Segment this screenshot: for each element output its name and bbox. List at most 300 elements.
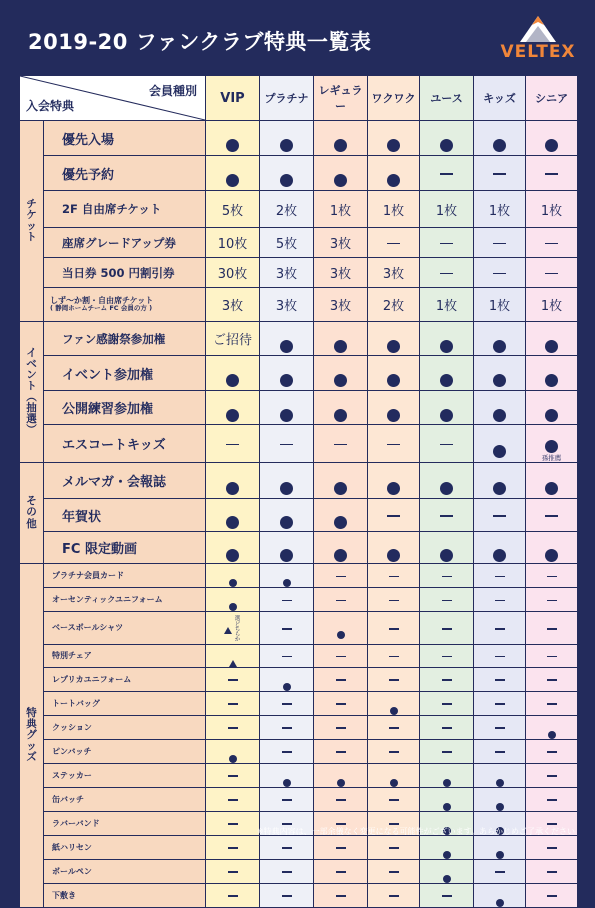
- goods-cell-regular: [314, 835, 368, 859]
- header-corner: [20, 76, 206, 121]
- goods-name: ステッカー: [44, 763, 206, 787]
- goods-cell-senior: [526, 859, 578, 883]
- included-dot: [548, 731, 556, 739]
- cell-wakuwaku: [368, 499, 420, 532]
- included-dot: [226, 409, 239, 422]
- category-char: ト: [26, 231, 37, 244]
- not-included-dash: [389, 656, 399, 658]
- included-dot: [229, 755, 237, 763]
- cell-regular: [314, 156, 368, 191]
- not-included-dash: [228, 727, 238, 729]
- category-char: ︵: [26, 391, 37, 403]
- included-dot: [440, 409, 453, 422]
- not-included-dash: [440, 515, 453, 517]
- benefit-row: [20, 425, 578, 463]
- table-body: [20, 76, 578, 908]
- goods-cell-youth: [420, 644, 474, 667]
- included-dot: [280, 374, 293, 387]
- included-dot: [226, 139, 239, 152]
- goods-cell-vip: [206, 691, 260, 715]
- benefit-row: [20, 322, 578, 356]
- cell-kids: [474, 156, 526, 191]
- goods-cell-vip: [206, 644, 260, 667]
- goods-cell-regular: [314, 739, 368, 763]
- included-dot: [334, 549, 347, 562]
- not-included-dash: [440, 173, 453, 175]
- benefit-row: [20, 463, 578, 499]
- goods-cell-senior: [526, 691, 578, 715]
- not-included-dash: [545, 173, 558, 175]
- goods-row: [20, 691, 578, 715]
- goods-cell-kids: [474, 859, 526, 883]
- cell-platinum: [260, 532, 314, 564]
- goods-name: ピンバッチ: [44, 739, 206, 763]
- goods-row: [20, 644, 578, 667]
- cell-senior: [526, 121, 578, 156]
- not-included-dash: [389, 600, 399, 602]
- cell-senior: [526, 228, 578, 258]
- not-included-dash: [547, 775, 557, 777]
- cell-kids: [474, 288, 526, 322]
- not-included-dash: [282, 871, 292, 873]
- benefit-name: [44, 463, 206, 499]
- included-dot: [334, 374, 347, 387]
- included-dot: [334, 174, 347, 187]
- goods-cell-regular: [314, 644, 368, 667]
- not-included-dash: [336, 751, 346, 753]
- included-dot: [334, 139, 347, 152]
- included-dot: [545, 409, 558, 422]
- not-included-dash: [282, 600, 292, 602]
- included-dot: [226, 482, 239, 495]
- category-char: ︶: [26, 424, 37, 437]
- goods-cell-youth: [420, 588, 474, 612]
- not-included-dash: [387, 243, 400, 245]
- value-text: 5枚: [221, 203, 244, 219]
- value-text: 1枚: [382, 203, 405, 219]
- not-included-dash: [495, 679, 505, 681]
- cell-regular: [314, 322, 368, 356]
- not-included-dash: [547, 679, 557, 681]
- goods-cell-kids: [474, 739, 526, 763]
- included-dot: [337, 631, 345, 639]
- not-included-dash: [495, 751, 505, 753]
- category-char: そ: [26, 495, 37, 508]
- benefit-label: FC 限定動画: [62, 542, 137, 557]
- mountain-icon: [498, 12, 578, 44]
- not-included-dash: [545, 273, 558, 275]
- cell-youth: [420, 191, 474, 228]
- goods-cell-senior: [526, 667, 578, 691]
- included-dot: [387, 139, 400, 152]
- goods-cell-regular: [314, 691, 368, 715]
- cell-kids: [474, 499, 526, 532]
- cell-wakuwaku: [368, 532, 420, 564]
- cell-vip: [206, 322, 260, 356]
- choice-triangle: [224, 627, 232, 634]
- goods-cell-wakuwaku: [368, 835, 420, 859]
- goods-cell-senior: [526, 612, 578, 645]
- not-included-dash: [547, 703, 557, 705]
- goods-name: 下敷き: [44, 883, 206, 907]
- value-text: 1枚: [435, 203, 458, 219]
- not-included-dash: [280, 444, 293, 446]
- cell-youth: [420, 391, 474, 425]
- included-dot: [390, 779, 398, 787]
- not-included-dash: [547, 799, 557, 801]
- goods-cell-platinum: [260, 859, 314, 883]
- included-dot: [280, 174, 293, 187]
- cell-youth: [420, 228, 474, 258]
- included-dot: [280, 482, 293, 495]
- benefit-name: [44, 258, 206, 288]
- not-included-dash: [336, 847, 346, 849]
- not-included-dash: [493, 515, 506, 517]
- not-included-dash: [442, 727, 452, 729]
- goods-cell-platinum: [260, 588, 314, 612]
- not-included-dash: [495, 871, 505, 873]
- goods-row: [20, 612, 578, 645]
- goods-cell-senior: [526, 739, 578, 763]
- cell-wakuwaku: [368, 425, 420, 463]
- goods-cell-platinum: [260, 763, 314, 787]
- goods-cell-vip: [206, 859, 260, 883]
- not-included-dash: [282, 799, 292, 801]
- value-text: 1枚: [488, 299, 511, 314]
- benefit-row: [20, 499, 578, 532]
- cell-youth: [420, 156, 474, 191]
- cell-regular: [314, 121, 368, 156]
- benefit-label: 2F 自由席チケット: [62, 202, 162, 216]
- not-included-dash: [389, 628, 399, 630]
- cell-kids: [474, 391, 526, 425]
- included-dot: [493, 482, 506, 495]
- column-header-senior: シニア: [526, 76, 578, 121]
- included-dot: [440, 374, 453, 387]
- not-included-dash: [387, 515, 400, 517]
- cell-senior: [526, 391, 578, 425]
- not-included-dash: [282, 751, 292, 753]
- goods-name: レプリカユニフォーム: [44, 667, 206, 691]
- cell-senior: [526, 532, 578, 564]
- benefit-row: [20, 258, 578, 288]
- not-included-dash: [336, 895, 346, 897]
- benefit-row: [20, 191, 578, 228]
- goods-row: [20, 564, 578, 588]
- category-ticket: [20, 121, 44, 322]
- included-dot: [496, 779, 504, 787]
- included-dot: [440, 139, 453, 152]
- goods-cell-regular: [314, 715, 368, 739]
- goods-name: トートバッグ: [44, 691, 206, 715]
- choice-wrap: [224, 617, 242, 643]
- goods-name: 特別チェア: [44, 644, 206, 667]
- included-dot: [334, 340, 347, 353]
- not-included-dash: [228, 703, 238, 705]
- category-char: 抽: [26, 402, 37, 415]
- not-included-dash: [389, 576, 399, 578]
- brand-logo: [498, 12, 578, 64]
- included-dot: [493, 340, 506, 353]
- cell-senior: [526, 288, 578, 322]
- member-type-label: 会員種別: [148, 84, 197, 98]
- goods-cell-vip: [206, 588, 260, 612]
- category-char: 特: [26, 706, 37, 719]
- not-included-dash: [442, 679, 452, 681]
- not-included-dash: [336, 656, 346, 658]
- value-text: 3枚: [329, 237, 352, 252]
- goods-cell-vip: [206, 883, 260, 907]
- cell-platinum: [260, 121, 314, 156]
- cell-senior: [526, 425, 578, 463]
- not-included-dash: [545, 243, 558, 245]
- goods-cell-regular: [314, 763, 368, 787]
- goods-cell-youth: [420, 691, 474, 715]
- cell-kids: [474, 322, 526, 356]
- benefit-row: [20, 228, 578, 258]
- cell-youth: [420, 463, 474, 499]
- not-included-dash: [442, 656, 452, 658]
- not-included-dash: [440, 273, 453, 275]
- cell-wakuwaku: [368, 156, 420, 191]
- included-dot: [443, 875, 451, 883]
- not-included-dash: [228, 871, 238, 873]
- not-included-dash: [442, 576, 452, 578]
- benefit-label: イベント参加権: [62, 367, 154, 383]
- goods-cell-youth: [420, 564, 474, 588]
- cell-regular: [314, 532, 368, 564]
- not-included-dash: [495, 576, 505, 578]
- benefit-row: [20, 288, 578, 322]
- not-included-dash: [389, 847, 399, 849]
- not-included-dash: [389, 871, 399, 873]
- not-included-dash: [336, 576, 346, 578]
- not-included-dash: [545, 515, 558, 517]
- cell-platinum: [260, 258, 314, 288]
- benefit-name: [44, 391, 206, 425]
- not-included-dash: [547, 576, 557, 578]
- cell-kids: [474, 258, 526, 288]
- goods-cell-kids: [474, 691, 526, 715]
- included-dot: [493, 445, 506, 458]
- not-included-dash: [495, 703, 505, 705]
- goods-cell-wakuwaku: [368, 564, 420, 588]
- included-dot: [387, 549, 400, 562]
- goods-cell-vip: [206, 667, 260, 691]
- value-text: 3枚: [275, 299, 298, 314]
- cell-youth: [420, 356, 474, 391]
- benefit-label: 優先予約: [62, 167, 115, 183]
- not-included-dash: [226, 444, 239, 446]
- included-dot: [280, 139, 293, 152]
- category-char: ト: [26, 379, 37, 392]
- included-dot: [440, 482, 453, 495]
- included-dot: [443, 851, 451, 859]
- benefit-sublabel: ( 静岡ホームチーム FC 会員の方 ): [50, 304, 153, 313]
- cell-vip: [206, 463, 260, 499]
- goods-cell-platinum: [260, 883, 314, 907]
- cell-senior: [526, 463, 578, 499]
- included-dot: [387, 482, 400, 495]
- goods-cell-kids: [474, 644, 526, 667]
- value-text: 5枚: [275, 237, 298, 252]
- goods-cell-regular: [314, 859, 368, 883]
- cell-wakuwaku: [368, 322, 420, 356]
- goods-name: ベースボールシャツ: [44, 612, 206, 645]
- value-text: 2枚: [382, 299, 405, 314]
- not-included-dash: [495, 600, 505, 602]
- cell-regular: [314, 191, 368, 228]
- goods-cell-youth: [420, 715, 474, 739]
- goods-cell-senior: [526, 787, 578, 811]
- goods-row: [20, 787, 578, 811]
- not-included-dash: [336, 727, 346, 729]
- benefit-row: [20, 156, 578, 191]
- not-included-dash: [336, 679, 346, 681]
- goods-cell-wakuwaku: [368, 691, 420, 715]
- cell-vip: [206, 425, 260, 463]
- benefit-label: しず〜か割・自由席チケット: [50, 296, 154, 306]
- goods-cell-vip: [206, 612, 260, 645]
- cell-wakuwaku: [368, 191, 420, 228]
- included-dot: [334, 482, 347, 495]
- included-dot: [226, 549, 239, 562]
- included-dot: [226, 174, 239, 187]
- cell-kids: [474, 121, 526, 156]
- cell-senior: [526, 322, 578, 356]
- included-dot: [283, 779, 291, 787]
- goods-cell-kids: [474, 612, 526, 645]
- cell-platinum: [260, 191, 314, 228]
- goods-cell-platinum: [260, 691, 314, 715]
- included-dot: [390, 707, 398, 715]
- included-dot: [226, 516, 239, 529]
- value-text: 30枚: [217, 267, 248, 282]
- cell-vip: [206, 121, 260, 156]
- included-dot: [493, 549, 506, 562]
- header-row: [20, 76, 578, 121]
- not-included-dash: [282, 823, 292, 825]
- cell-vip: [206, 288, 260, 322]
- cell-platinum: [260, 463, 314, 499]
- included-dot: [493, 374, 506, 387]
- benefit-row: [20, 391, 578, 425]
- goods-row: [20, 667, 578, 691]
- category-char: ズ: [26, 750, 37, 763]
- value-text: 2枚: [275, 203, 298, 219]
- not-included-dash: [442, 628, 452, 630]
- value-text: 3枚: [329, 267, 352, 282]
- benefit-name: [44, 356, 206, 391]
- cell-vip: [206, 228, 260, 258]
- included-dot: [280, 340, 293, 353]
- value-text: 3枚: [275, 267, 298, 282]
- value-text: 1枚: [329, 203, 352, 219]
- goods-name: ボールペン: [44, 859, 206, 883]
- value-text: 1枚: [488, 203, 511, 219]
- goods-cell-regular: [314, 667, 368, 691]
- goods-row: [20, 715, 578, 739]
- goods-cell-regular: [314, 883, 368, 907]
- goods-name: 缶バッチ: [44, 787, 206, 811]
- cell-senior: [526, 356, 578, 391]
- value-text: ご招待: [212, 333, 252, 348]
- goods-row: [20, 883, 578, 907]
- included-dot: [280, 549, 293, 562]
- not-included-dash: [282, 895, 292, 897]
- not-included-dash: [228, 775, 238, 777]
- not-included-dash: [282, 727, 292, 729]
- benefit-label: 入会特典: [26, 99, 75, 113]
- included-dot: [496, 899, 504, 907]
- cell-regular: [314, 356, 368, 391]
- column-header-platinum: プラチナ: [260, 76, 314, 121]
- cell-regular: [314, 425, 368, 463]
- included-dot: [387, 409, 400, 422]
- goods-cell-youth: [420, 787, 474, 811]
- benefit-name: [44, 425, 206, 463]
- goods-row: [20, 588, 578, 612]
- goods-cell-regular: [314, 612, 368, 645]
- goods-name: プラチナ会員カード: [44, 564, 206, 588]
- cell-note: 孫推薦: [541, 454, 562, 462]
- value-text: 1枚: [540, 299, 563, 314]
- included-dot: [545, 549, 558, 562]
- not-included-dash: [389, 895, 399, 897]
- cell-vip: [206, 156, 260, 191]
- cell-kids: [474, 463, 526, 499]
- included-dot: [280, 409, 293, 422]
- value-text: 3枚: [221, 299, 244, 314]
- not-included-dash: [389, 751, 399, 753]
- cell-vip: [206, 191, 260, 228]
- category-char: チ: [26, 197, 37, 210]
- category-char: グ: [26, 728, 37, 741]
- value-text: 1枚: [540, 203, 563, 219]
- included-dot: [440, 340, 453, 353]
- included-dot: [440, 549, 453, 562]
- goods-cell-vip: [206, 564, 260, 588]
- included-dot: [387, 374, 400, 387]
- cell-kids: [474, 532, 526, 564]
- included-dot: [387, 174, 400, 187]
- not-included-dash: [228, 799, 238, 801]
- benefit-row: [20, 121, 578, 156]
- included-dot: [334, 516, 347, 529]
- cell-senior: [526, 258, 578, 288]
- not-included-dash: [440, 243, 453, 245]
- column-header-kids: キッズ: [474, 76, 526, 121]
- goods-cell-senior: [526, 564, 578, 588]
- goods-cell-senior: [526, 715, 578, 739]
- benefit-row: [20, 356, 578, 391]
- included-dot: [334, 409, 347, 422]
- included-dot: [545, 340, 558, 353]
- goods-cell-youth: [420, 859, 474, 883]
- cell-kids: [474, 191, 526, 228]
- category-char: の: [26, 506, 37, 519]
- included-dot: [545, 374, 558, 387]
- benefit-name: [44, 156, 206, 191]
- cell-youth: [420, 258, 474, 288]
- goods-cell-youth: [420, 835, 474, 859]
- category-char: ン: [26, 368, 37, 381]
- included-dot: [443, 803, 451, 811]
- cell-platinum: [260, 425, 314, 463]
- category-char: ベ: [26, 357, 37, 370]
- not-included-dash: [389, 727, 399, 729]
- goods-cell-wakuwaku: [368, 612, 420, 645]
